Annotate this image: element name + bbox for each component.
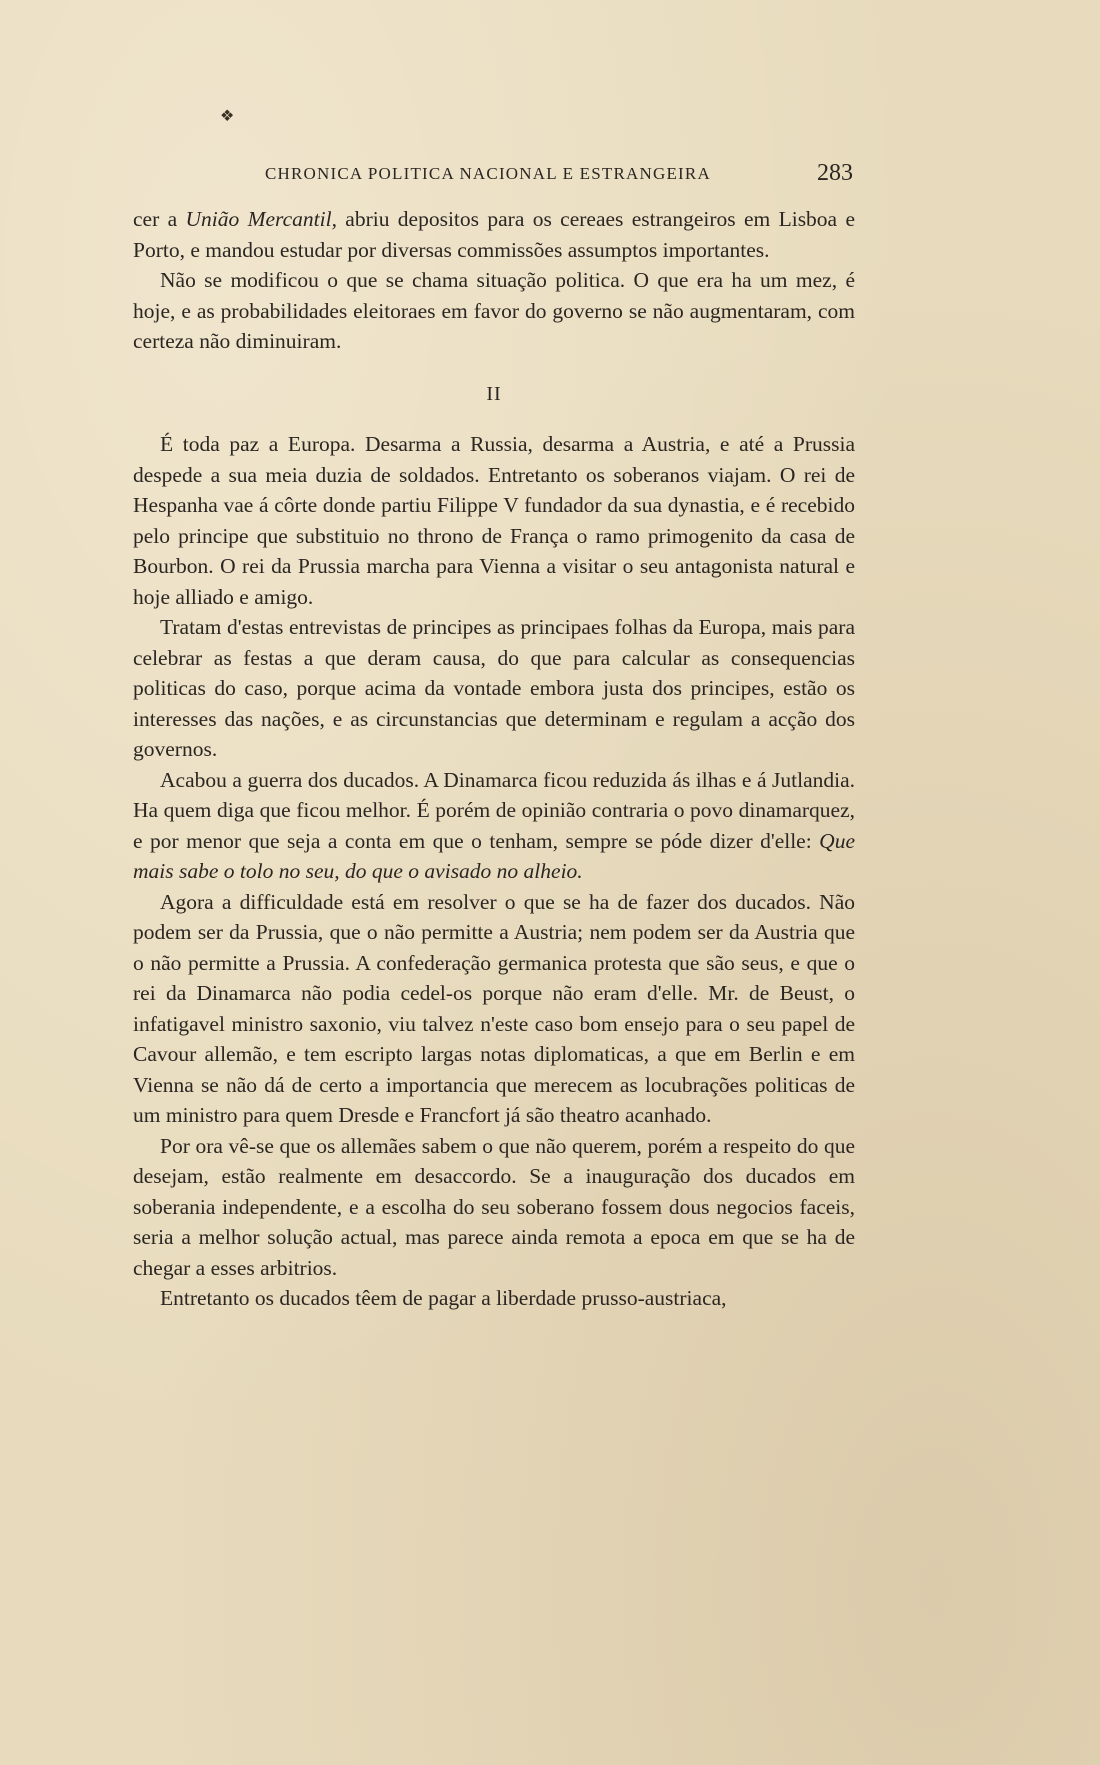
page-number: 283 [817,160,853,186]
header-title: CHRONICA POLITICA NACIONAL E ESTRANGEIRA [265,164,711,183]
paragraph: Tratam d'estas entrevistas de principes as principaes folhas da Europa, mais para celebrar as festas a que deram causa, do que para calcular as consequencias politicas do caso, porque acima da vontade embora justa dos principes, estão os interesses das nações, e as circunstancias que determinam e regulam a acção dos governos. [133,615,855,761]
running-header [133,160,853,190]
paragraph: cer a União Mercantil, abriu depositos para os cereaes estrangeiros em Lisboa e Porto, e mandou estudar por diversas commissões assumptos importantes. [133,207,855,262]
paragraph: Por ora vê-se que os allemães sabem o que não querem, porém a respeito do que desejam, estão realmente em desaccordo. Se a inauguração dos ducados em soberania independente, e a escolha do seu soberano fossem dous negocios faceis, seria a melhor solução actual, mas parece ainda remota a epoca em que se ha de chegar a esses arbitrios. [133,1133,855,1280]
paragraph: Acabou a guerra dos ducados. A Dinamarca ficou reduzida ás ilhas e á Jutlandia. Ha quem diga que ficou melhor. É porém de opinião contraria o povo dinamarquez, e por menor que seja a conta em que o tenham, sempre se póde dizer d'elle: Que mais sabe o tolo no seu, do que o avisado no alheio. [133,767,855,883]
ornament-mark: ❖ [220,108,235,125]
section-number: II [486,382,502,405]
body-text [133,204,855,1314]
paragraph: É toda paz a Europa. Desarma a Russia, desarma a Austria, e até a Prussia despede a sua meia duzia de soldados. Entretanto os soberanos viajam. O rei de Hespanha vae á côrte donde partiu Filippe V fundador da sua dynastia, e é recebido pelo principe que substituio no throno de França o ramo primogenito da casa de Bourbon. O rei da Prussia marcha para Vienna a visitar o seu antagonista natural e hoje alliado e amigo. [133,432,855,609]
paragraph: Entretanto os ducados têem de pagar a liberdade prusso-austriaca, [160,1286,727,1310]
paragraph: Agora a difficuldade está em resolver o que se ha de fazer dos ducados. Não podem ser da Prussia, que o não permitte a Austria; nem podem ser da Austria que o não permitte a Prussia. A confederação germanica protesta que são seus, e que o rei da Dinamarca não podia cedel-os porque não eram d'elle. Mr. de Beust, o infatigavel ministro saxonio, viu talvez n'este caso bom ensejo para o seu papel de Cavour allemão, e tem escripto largas notas diplomaticas, a que em Berlin e em Vienna se não dá de certo a importancia que merecem as locubrações politicas de um ministro para quem Dresde e Francfort já são theatro acanhado. [133,889,855,1127]
paragraph: Não se modificou o que se chama situação politica. O que era ha um mez, é hoje, e as probabilidades eleitoraes em favor do governo se não augmentaram, com certeza não diminuiram. [133,268,855,353]
